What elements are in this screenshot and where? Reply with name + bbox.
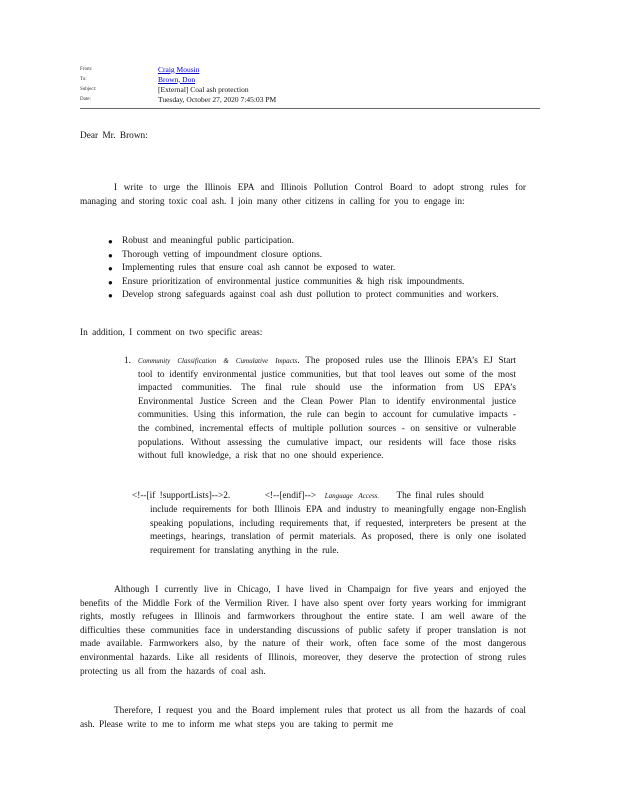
request-paragraph: Therefore, I request you and the Board implement rules that protect us all from the hazards of coal ash. Please write to me to inform me what steps you are taking to permit me [80, 706, 526, 730]
chicago-paragraph: Although I currently live in Chicago, I have lived in Champaign for five years and enjoyed the benefits of the Middle Fork of the Vermilion River. I have also spent over forty years working for immigrant rights, mostly refugees in Illinois and farmworkers throughout the entire state. I am well aware of the difficulties these communities face in understanding discussions of public safety if proper translation is not made available. Farmworkers also, by the nature of their work, often face some of the most dangerous environmental hazards. Like all residents of Illinois, moreover, they deserve the protection of strong rules protecting us all from the hazards of coal ash. [80, 585, 526, 677]
bullet-icon: ● [108, 237, 113, 246]
bullet-icon: ● [108, 264, 113, 274]
bullet-icon: ● [108, 250, 113, 260]
to-label: To: [80, 76, 87, 82]
item1-title: Community Classification & Cumulative Impacts [138, 357, 298, 365]
recipient-link[interactable]: Brown, Don [158, 74, 196, 84]
list-item [108, 262, 526, 276]
bullet-list [80, 235, 526, 303]
subject-value: [External] Coal ash protection [158, 84, 249, 94]
bullet-text: Thorough vetting of impoundment closure options. [122, 249, 323, 260]
list-item [108, 235, 526, 249]
item2-endif: <!--[endif]--> [264, 491, 317, 501]
item2-title: Language Access. [324, 492, 380, 500]
subject-label: Subject: [80, 86, 97, 92]
list-item [108, 276, 526, 290]
date-value: Tuesday, October 27, 2020 7:45:03 PM [158, 94, 277, 104]
bullet-text: Ensure prioritization of environmental justice communities & high risk impoundments. [122, 276, 465, 287]
date-row [80, 94, 540, 104]
item2-lead [132, 490, 484, 504]
subject-row [80, 84, 540, 94]
bullet-icon: ● [108, 277, 113, 287]
bullet-text: Implementing rules that ensure coal ash cannot be exposed to water. [122, 263, 396, 274]
bullet-text: Develop strong safeguards against coal ash dust pollution to protect communities and workers. [122, 290, 499, 301]
list-item [108, 249, 526, 263]
bullet-text: Robust and meaningful public participation. [122, 236, 294, 246]
addition-paragraph: In addition, I comment on two specific areas: [80, 328, 263, 338]
item1-paragraph [138, 355, 516, 464]
date-label: Date: [80, 96, 91, 102]
greeting: Dear Mr. Brown: [80, 131, 148, 141]
to-row [80, 74, 540, 84]
item2-prefix: <!--[if !supportLists]-->2. [132, 491, 231, 501]
intro-paragraph: I write to urge the Illinois EPA and Illinois Pollution Control Board to adopt strong rules for managing and storing toxic coal ash. I join many other citizens in calling for you to engage in: [80, 183, 526, 207]
bullet-icon: ● [108, 291, 113, 301]
from-label: From: [80, 66, 93, 72]
item1-number: 1. [124, 356, 131, 366]
item2-paragraph: include requirements for both Illinois EPA and industry to meaningfully engage non-English speaking populations, including requirements that, if requested, interpreters be present at the meetings, hearings, translation of permit materials. As proposed, there is only one isolated requirement for translating anything in the rule. [150, 505, 526, 556]
item1-text: . The proposed rules use the Illinois EPA’s EJ Start tool to identify environmental justice communities, but that tool leaves out some of the most impacted communities. The final rule should use the information from US EPA’s Environmental Justice Screen and the Clean Power Plan to identify environmental justice communities. Using this information, the rule can begin to account for cumulative impacts - the combined, incremental effects of multiple pollution sources - on sensitive or vulnerable populations. Without assessing the cumulative impact, our residents will face those risks without full knowledge, a risk that no one should experience. [138, 356, 516, 462]
from-row [80, 64, 540, 74]
list-item [108, 289, 526, 303]
sender-link[interactable]: Craig Mousin [158, 64, 200, 74]
email-header [80, 64, 540, 104]
header-divider [80, 108, 540, 109]
item2-text-first: The final rules should [396, 491, 484, 501]
